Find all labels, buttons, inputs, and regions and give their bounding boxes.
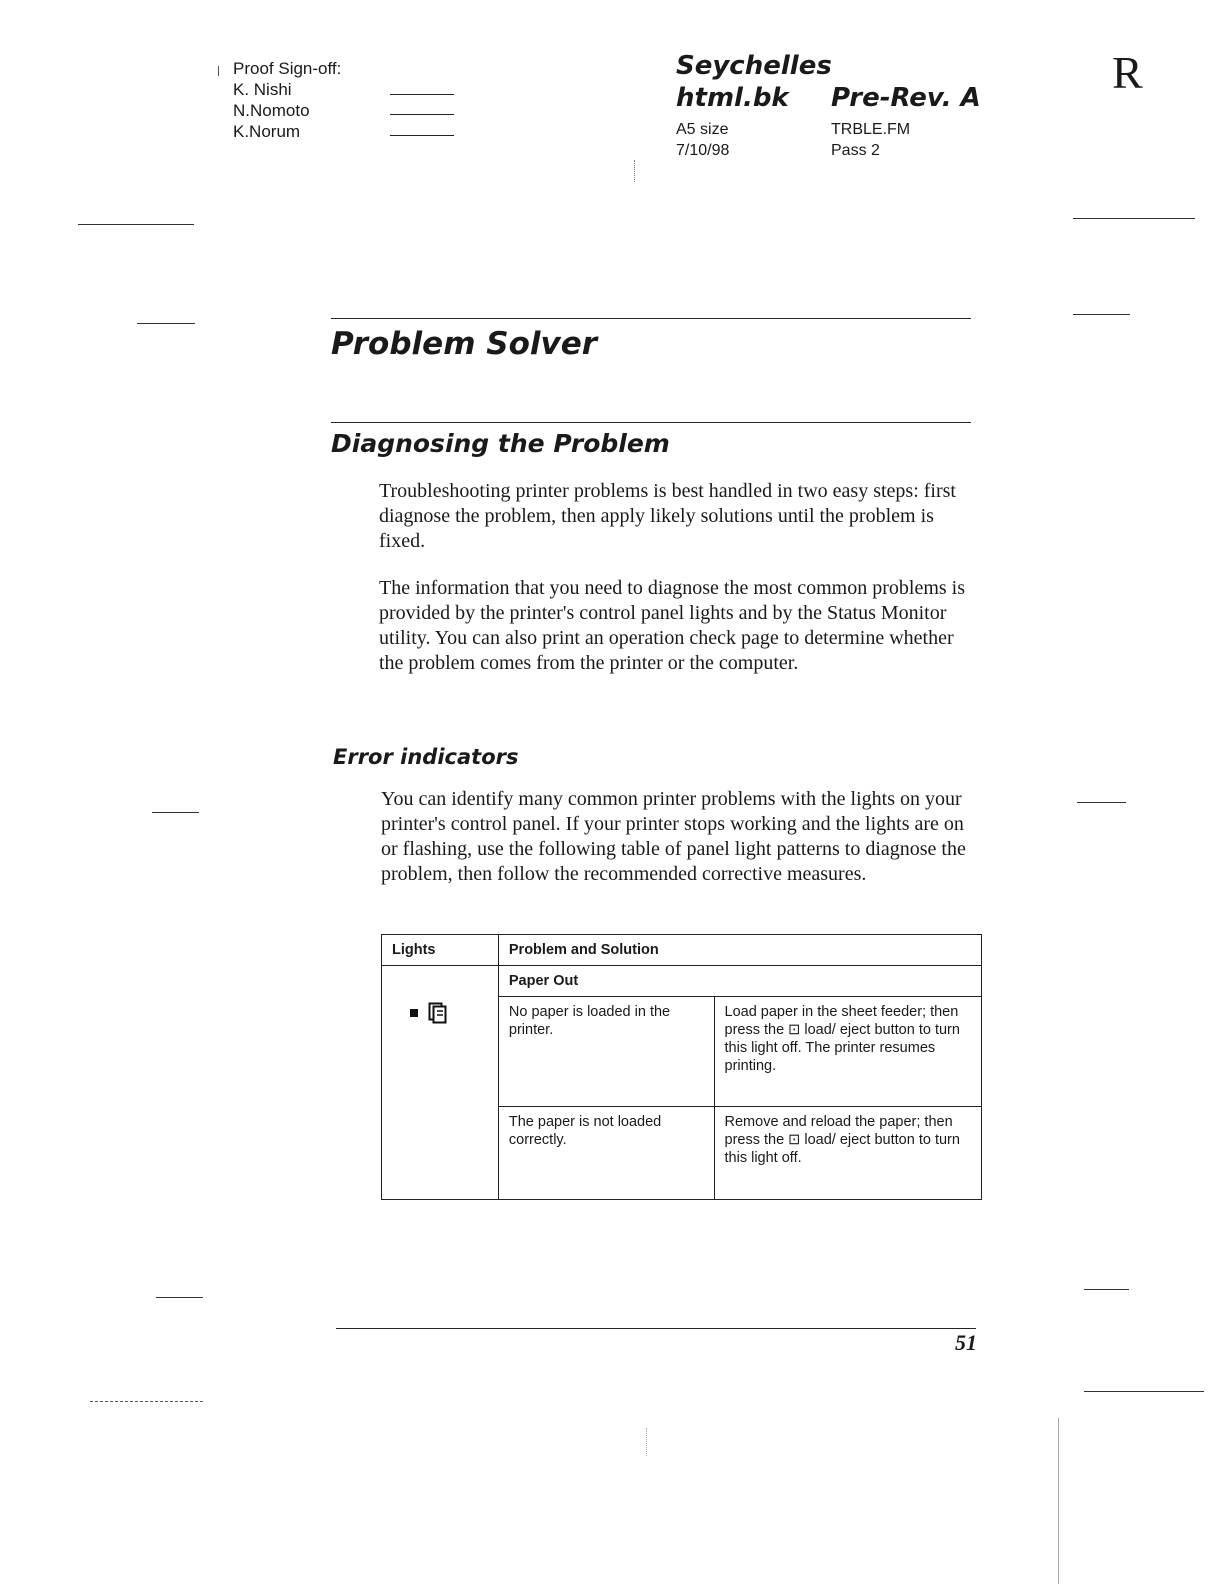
paper-out-icon xyxy=(428,1002,448,1024)
proof-signoff xyxy=(233,58,341,142)
crop-mark xyxy=(1084,1391,1204,1392)
title-rule xyxy=(331,318,971,319)
section-title: Diagnosing the Problem xyxy=(331,429,670,458)
header-project: Seychelles xyxy=(676,51,832,81)
crop-mark xyxy=(1077,802,1126,803)
header-book: html.bk xyxy=(676,83,789,113)
error-indicator-table xyxy=(381,934,982,1200)
corner-letter: R xyxy=(1112,47,1143,98)
proof-label: Proof Sign-off: xyxy=(233,59,342,78)
proof-name: K.Norum xyxy=(233,122,301,141)
crop-mark xyxy=(137,323,195,324)
paragraph: The information that you need to diagnose the most common problems is provided by the printer's control panel lights and by the Status Monitor utility. You can also print an operation check page to determine whether the problem comes from the printer or the computer. xyxy=(379,577,966,674)
header-file: TRBLE.FM xyxy=(831,121,911,138)
proof-name: K. Nishi xyxy=(233,80,292,99)
header-revision: Pre-Rev. A xyxy=(831,83,981,113)
crop-mark xyxy=(156,1297,203,1298)
crop-mark xyxy=(1073,314,1130,315)
margin-line xyxy=(1058,1418,1059,1584)
problem-cell: The paper is not loaded correctly. xyxy=(498,1107,714,1200)
signature-line xyxy=(390,114,454,115)
section-rule xyxy=(331,422,971,423)
crop-mark xyxy=(152,812,199,813)
header-problem-solution: Problem and Solution xyxy=(498,935,981,966)
crop-mark xyxy=(90,1401,203,1402)
page-title: Problem Solver xyxy=(331,326,598,362)
table-header-row xyxy=(382,935,982,966)
margin-tick xyxy=(218,66,219,76)
lights-cell xyxy=(382,966,499,1200)
signature-line xyxy=(390,135,454,136)
crop-mark xyxy=(1073,218,1195,219)
paragraph: You can identify many common printer problems with the lights on your printer's control panel. If your printer stops working and the lights are on or flashing, use the following table of panel light patterns to diagnose the problem, then follow the recommended corrective measures. xyxy=(381,788,966,885)
group-title: Paper Out xyxy=(498,966,981,997)
signature-line xyxy=(390,94,454,95)
header-date: 7/10/98 xyxy=(676,142,730,159)
crop-mark xyxy=(78,224,194,225)
header-lights: Lights xyxy=(382,935,499,966)
solution-cell: Remove and reload the paper; then press the ⊡ load/ eject button to turn this light off. xyxy=(714,1107,981,1200)
light-on-indicator-icon xyxy=(410,1009,418,1017)
group-row xyxy=(382,966,982,997)
footer-rule xyxy=(336,1328,976,1329)
page-number: 51 xyxy=(955,1330,977,1355)
center-tick xyxy=(646,1428,648,1456)
header-pass: Pass 2 xyxy=(831,142,880,159)
problem-cell: No paper is loaded in the printer. xyxy=(498,997,714,1107)
crop-mark xyxy=(1084,1289,1129,1290)
proof-name: N.Nomoto xyxy=(233,101,310,120)
paragraph: Troubleshooting printer problems is best handled in two easy steps: first diagnose the problem, then apply likely solutions until the problem is fixed. xyxy=(379,480,956,552)
center-tick xyxy=(634,160,636,182)
solution-cell: Load paper in the sheet feeder; then press the ⊡ load/ eject button to turn this light off. The printer resumes printing. xyxy=(714,997,981,1107)
header-size: A5 size xyxy=(676,121,729,138)
subsection-title: Error indicators xyxy=(333,745,519,769)
